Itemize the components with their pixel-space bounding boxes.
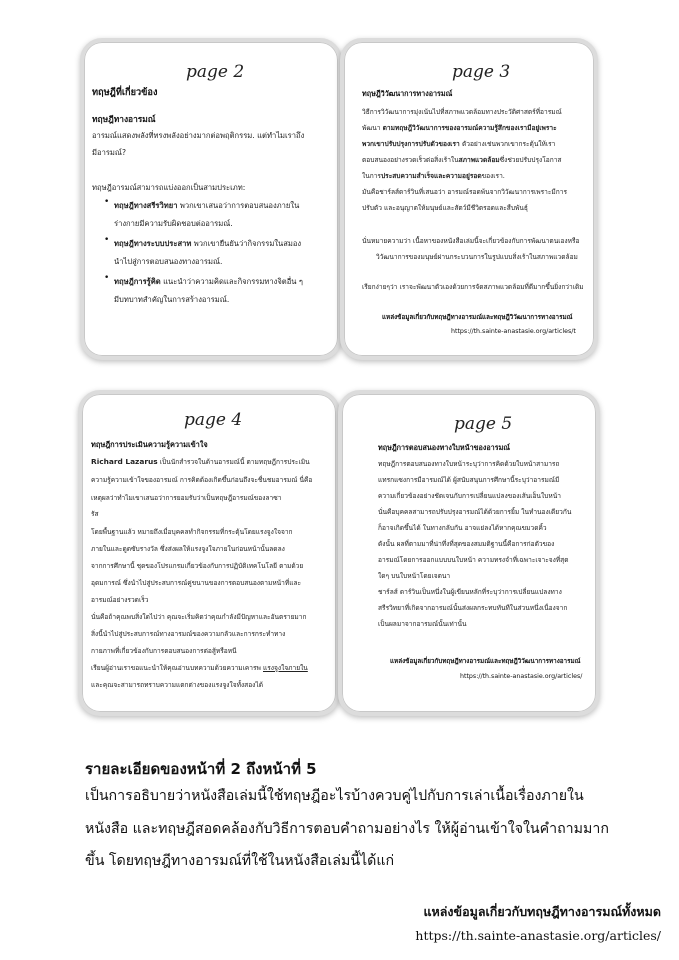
body-line: แทรกแซงการมีอารมณ์ได้ ผู้สนับสนุนการศึกษานี้ระบุว่าอารมณ์มี <box>378 476 560 484</box>
body-line: เป็นผลมาจากอารมณ์นั้นเท่านั้น <box>378 620 467 628</box>
description-line: เป็นการอธิบายว่าหนังสือเล่มนี้ใช้ทฤษฎีอะไรบ้างควบคู่ไปกับการเล่าเนื้อเรื่องภายใน <box>85 788 584 804</box>
body-line: พัฒนา ตามทฤษฎีวิวัฒนาการของอารมณ์ความรู้สึกของเรามีอยู่เพราะ <box>362 124 557 132</box>
body-line: เหตุผลว่าทำไมเขาเสนอว่าการยอมรับว่าเป็นทฤษฎีอารมณ์ของลาซา <box>91 494 282 502</box>
section-heading: ทฤษฎีที่เกี่ยวข้อง <box>92 87 158 98</box>
body-line: วิวัฒนาการของมนุษย์ผ่านกระบวนการในรูปแบบสิ่งเร้าในสภาพแวดล้อม <box>376 253 578 261</box>
bullet-item: ทฤษฎีทางสรีรวิทยา พวกเขาเสนอว่าการตอบสนองภายใน <box>114 201 300 210</box>
body-line: เรียนผู้อ่านเราขอแนะนำให้คุณอ่านบทความด้วยความเคารพ แรงจูงใจภายใน <box>91 664 308 672</box>
body-line: ตอบสนองอย่างรวดเร็วต่อสิ่งเร้าในสภาพแวดล้อมซึ่งช่วยปรับปรุงโอกาส <box>362 156 562 164</box>
body-line: สรีรวิทยาที่เกิดจากอารมณ์นั้นส่งผลกระทบทันทีในส่วนหนึ่งเนื่องจาก <box>378 604 568 612</box>
body-line: จากการศึกษานี้ ชุดของโปรแกรมเกี่ยวข้องกับการปฏิบัติเทคโนโลยี ตามด้วย <box>91 562 304 570</box>
bullet-item-cont: มีบทบาทสำคัญในการสร้างอารมณ์. <box>114 295 230 304</box>
page-5-card <box>338 390 600 716</box>
page-3-card <box>340 38 598 360</box>
body-line: เรียกง่ายๆว่า เราจะพัฒนาตัวเองด้วยการจัดสภาพแวดล้อมที่ดีมากขึ้นยิ่งกว่าเดิม <box>362 283 584 291</box>
section-heading: ทฤษฎีวิวัฒนาการทางอารมณ์ <box>362 89 453 98</box>
body-line: อารมณ์อย่างรวดเร็ว <box>91 596 149 604</box>
page-label: page 3 <box>452 62 511 82</box>
body-line: อารมณ์โดยการออกแบบบนใบหน้า ความทรงจำที่เฉพาะเจาะจงที่สุด <box>378 556 569 564</box>
body-line: กายภาพที่เกี่ยวข้องกับการตอบสนองการต่อสู้หรือหนี <box>91 647 237 655</box>
description-line: หนังสือ และทฤษฎีสอดคล้องกับวิธีการตอบคำถามอย่างไร ให้ผู้อ่านเข้าใจในคำถามมาก <box>85 821 609 837</box>
body-line: ก็อาจเกิดขึ้นได้ ในทางกลับกัน อาจแย่ลงได้หากคุณขมวดคิ้ว <box>378 524 547 532</box>
body-line: ความเกี่ยวข้องอย่างชัดเจนกับการเปลี่ยนแปลงของเส้นเอ็นใบหน้า <box>378 492 561 500</box>
source-url: https://th.sainte-anastasie.org/articles/ <box>460 673 583 680</box>
types-intro: ทฤษฎีอารมณ์สามารถแบ่งออกเป็นสามประเภท: <box>92 183 246 192</box>
description-heading: รายละเอียดของหน้าที่ 2 ถึงหน้าที่ 5 <box>85 760 317 778</box>
section-heading: ทฤษฎีการประเมินความรู้ความเข้าใจ <box>91 440 208 449</box>
body-line: และคุณจะสามารถทราบความแตกต่างของแรงจูงใจทั้งสองได้ <box>91 681 263 689</box>
source-title: แหล่งข้อมูลเกี่ยวกับทฤษฎีทางอารมณ์และทฤษฎีวิวัฒนาการทางอารมณ์ <box>390 658 581 665</box>
all-sources-url[interactable]: https://th.sainte-anastasie.org/articles/ <box>415 928 661 943</box>
bullet-dot: • <box>104 273 110 283</box>
body-line: ใดๆ บนใบหน้าโดยเจตนา <box>378 572 451 580</box>
body-line: โดยพื้นฐานแล้ว หมายถึงเมื่อบุคคลทำกิจกรรมที่กระตุ้นโดยแรงจูงใจจาก <box>91 528 293 536</box>
intro-line: มีอารมณ์? <box>92 148 126 157</box>
body-line: นั่นคือบุคคลสามารถปรับปรุงอารมณ์ได้ด้วยการยิ้ม ในทำนองเดียวกัน <box>378 508 572 516</box>
bullet-dot: • <box>104 197 110 207</box>
page-label: page 4 <box>184 410 243 430</box>
body-line: ดังนั้น ผลที่ตามมาที่น่าทึ่งที่สุดของสมมติฐานนี้คือการก่อตัวของ <box>378 540 555 548</box>
bullet-dot: • <box>104 235 110 245</box>
body-line: ทฤษฎีการตอบสนองทางใบหน้าระบุว่าการคิดด้วยใบหน้าสามารถ <box>378 460 560 468</box>
body-line: Richard Lazarus เป็นนักสำรวจในด้านอารมณ์นี้ ตามทฤษฎีการประเมิน <box>91 457 310 466</box>
subheading: ทฤษฎีทางอารมณ์ <box>92 114 156 124</box>
body-line: รัส <box>91 510 99 518</box>
body-line: วิธีการวิวัฒนาการมุ่งเน้นไปที่สภาพแวดล้อมทางประวัติศาสตร์ที่อารมณ์ <box>362 108 562 116</box>
body-line: ปรับตัว และอนุญาตให้มนุษย์และสัตว์มีชีวิตรอดและสืบพันธุ์ <box>362 204 528 212</box>
intro-line: อารมณ์แสดงพลังที่ทรงพลังอย่างมากต่อพฤติกรรม. แต่ทำไมเราถึง <box>92 131 305 140</box>
body-line: ในการประสบความสำเร็จและความอยู่รอดของเรา. <box>362 172 505 180</box>
page-label: page 5 <box>454 414 513 434</box>
body-line: พวกเขาปรับปรุงการปรับตัวของเรา ตัวอย่างเช่นพวกเขากระตุ้นให้เรา <box>362 140 556 148</box>
section-heading: ทฤษฎีการตอบสนองทางใบหน้าของอารมณ์ <box>378 443 510 452</box>
body-line: นั่นหมายความว่า เนื้อหาของหนังสือเล่มนี้จะเกี่ยวข้องกับการพัฒนาตนเองหรือ <box>362 237 580 245</box>
page-2-card <box>80 38 342 360</box>
source-url: https://th.sainte-anastasie.org/articles/t <box>451 328 576 335</box>
body-line: นั่นคือถ้าคุณพบสิ่งใดไปว่า คุณจะเริ่มคิดว่าคุณกำลังมีปัญหาและอันตรายมาก <box>91 613 307 621</box>
bullet-item-cont: ร่างกายมีความรับผิดชอบต่ออารมณ์. <box>114 219 233 228</box>
bullet-item: ทฤษฎีการรู้คิด แนะนำว่าความคิดและกิจกรรมทางจิตอื่น ๆ <box>114 277 303 286</box>
all-sources-title: แหล่งข้อมูลเกี่ยวกับทฤษฎีทางอารมณ์ทั้งหมด <box>423 904 661 919</box>
body-line: ความรู้ความเข้าใจของอารมณ์ การคิดต้องเกิดขึ้นก่อนถึงจะชื่นชมอารมณ์ นี่คือ <box>91 476 313 484</box>
page-4-card <box>78 390 340 716</box>
internal-motivation-link[interactable]: แรงจูงใจภายใน <box>263 664 308 672</box>
body-line: ชาร์ลส์ ดาร์วินเป็นหนึ่งในผู้เขียนหลักที่ระบุว่าการเปลี่ยนแปลงทาง <box>378 588 562 596</box>
bullet-item-cont: นำไปสู่การตอบสนองทางอารมณ์. <box>114 257 223 266</box>
body-line: ภายในและดูดซับรางวัล ซึ่งส่งผลให้แรงจูงใจภายในก่อนหน้านั้นลดลง <box>91 545 285 553</box>
body-line: สิ่งนี้นำไปสู่ประสบการณ์ทางอารมณ์ของความกลัวและการกระทำทาง <box>91 630 286 638</box>
page-label: page 2 <box>186 62 245 82</box>
bullet-item: ทฤษฎีทางระบบประสาท พวกเขายืนยันว่ากิจกรรมในสมอง <box>114 239 302 248</box>
source-title: แหล่งข้อมูลเกี่ยวกับทฤษฎีทางอารมณ์และทฤษฎีวิวัฒนาการทางอารมณ์ <box>382 314 573 321</box>
description-line: ขึ้น โดยทฤษฎีทางอารมณ์ที่ใช้ในหนังสือเล่มนี้ได้แก่ <box>85 853 395 869</box>
body-line: มันคือชาร์ลส์ดาร์วินที่เสนอว่า อารมณ์รอดพ้นจากวิวัฒนาการเพราะมีการ <box>362 188 567 196</box>
body-line: อุดมการณ์ ซึ่งนำไปสู่ประสบการณ์คู่ขนานของการตอบสนองตามหน้าที่และ <box>91 579 302 587</box>
